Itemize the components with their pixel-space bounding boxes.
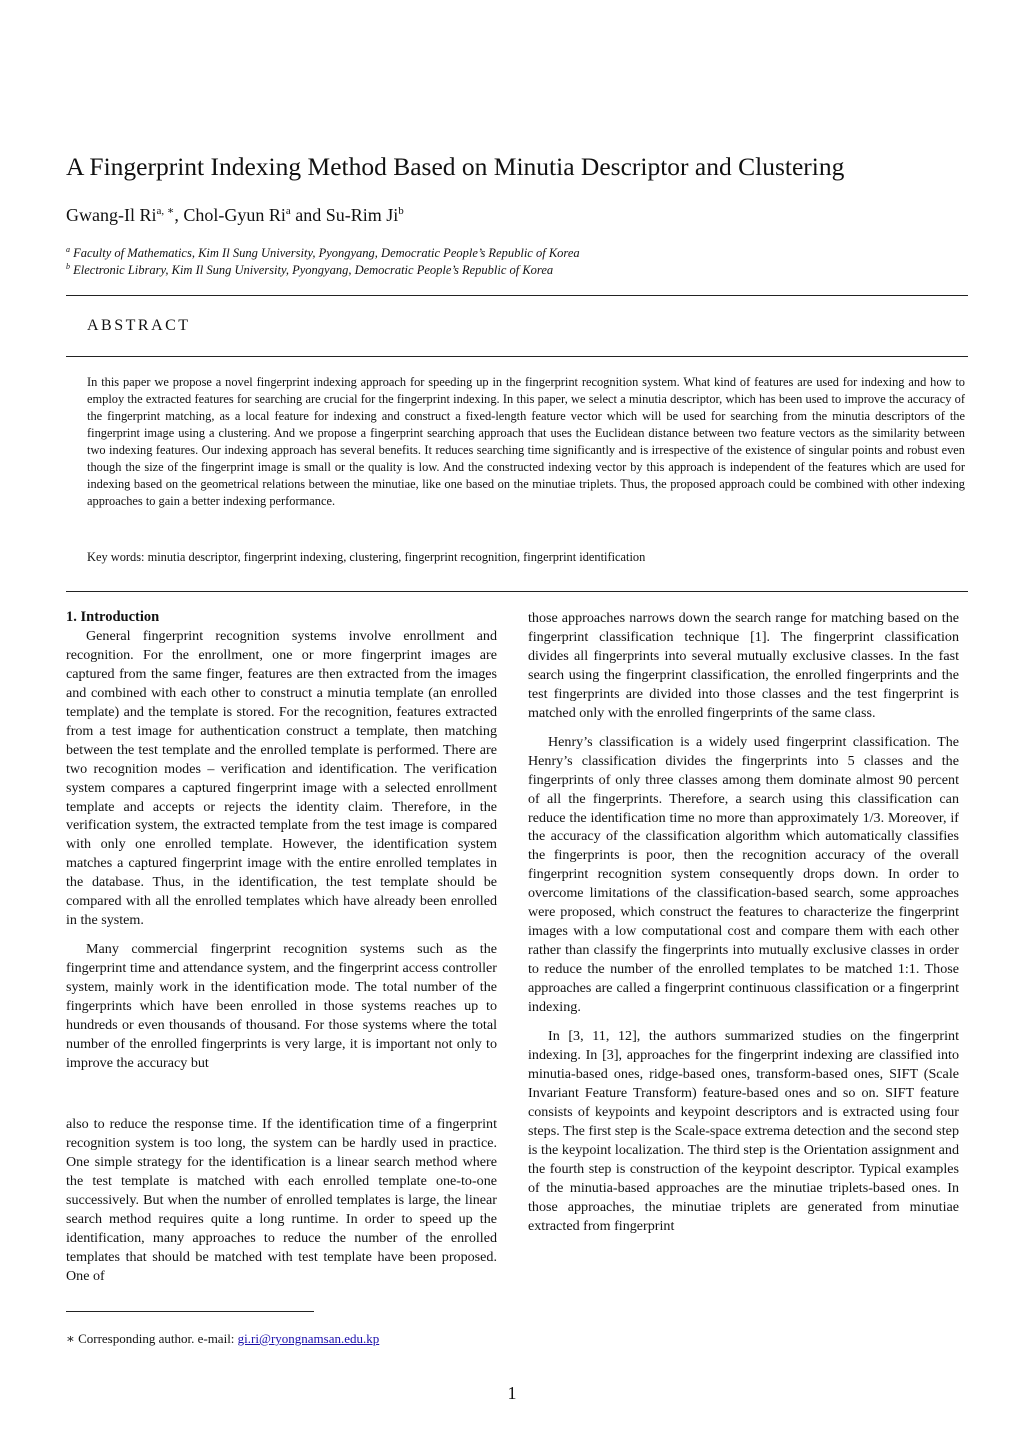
footnote-divider (66, 1311, 314, 1312)
author-affiliation-mark: a (285, 205, 291, 217)
left-column-bottom (66, 1115, 497, 1286)
affiliation-text: Electronic Library, Kim Il Sung University, Pyongyang, Democratic People’s Republic of Korea (73, 263, 554, 277)
affiliation-mark: a (66, 244, 70, 254)
divider (66, 295, 968, 296)
keywords: Key words: minutia descriptor, fingerprint indexing, clustering, fingerprint recognition, fingerprint identification (87, 550, 646, 564)
author-name: Chol-Gyun Ri (183, 205, 286, 225)
paragraph: also to reduce the response time. If the identification time of a fingerprint recognition system is too long, the system can be hardly used in practice. One simple strategy for the identification is a linear search method where the test template is matched with each enrolled template one-to-one successively. But when the number of enrolled templates is large, the linear search method requires quite a long runtime. In order to speed up the identification, many approaches to reduce the number of the enrolled templates that should be matched with test template have been proposed. One of (66, 1116, 497, 1284)
abstract-text: In this paper we propose a novel fingerprint indexing approach for speeding up in the fingerprint recognition system. What kind of features are used for indexing and how to employ the extracted features for searching are crucial for the fingerprint indexing. In this paper, we select a minutia descriptor, which has been used to improve the accuracy of the fingerprint matching, as a local feature for indexing and construct a fixed-length feature vector which will be used for searching from the minutia descriptors of the fingerprint image using a clustering. And we propose a fingerprint searching approach that uses the Euclidean distance between two feature vectors as the similarity between two indexing features. Our indexing approach has several benefits. It reduces searching time significantly and is irrespective of the existence of singular points and robust even though the size of the fingerprint image is small or the quality is low. And the constructed indexing vector by this approach is independent of the features which are used for indexing based on the geometrical relations between the minutiae, like one based on the minutiae triplets. Thus, the proposed approach could be combined with other indexing approaches to gain a better indexing performance. (87, 375, 965, 508)
paragraph: General fingerprint recognition systems involve enrollment and recognition. For the enrollment, one or more fingerprint images are captured from the same finger, features are then extracted from the images and combined with each other to construct a minutia template (an enrolled template) and the template is stored. For the recognition, features extracted from a test image for authentication construct a template, then matching between the test template and the enrolled template is performed. There are two recognition modes – verification and identification. The verification system compares a captured fingerprint image with a selected enrollment template and accepts or rejects the identity claim. Therefore, in the verification system, the extracted template from the test image is compared with only one enrolled template. However, the identification system matches a captured fingerprint image with the entire enrolled templates in the database. Thus, in the identification, the test template should be compared with all the enrolled templates which have already been enrolled in the system. (66, 627, 497, 929)
page-number: 1 (507, 1383, 517, 1403)
abstract-heading: ABSTRACT (87, 317, 191, 334)
right-column (528, 609, 959, 1236)
paper-title: A Fingerprint Indexing Method Based on Minutia Descriptor and Clustering (66, 152, 845, 181)
paragraph: those approaches narrows down the search range for matching based on the fingerprint classification technique [1]. The fingerprint classification divides all fingerprints into several mutually exclusive classes. In the fast search using the fingerprint classification, the enrolled fingerprints and the test fingerprints are divided into those classes and the test fingerprint is matched only with the enrolled fingerprints of the same class. (528, 610, 959, 721)
affiliation-text: Faculty of Mathematics, Kim Il Sung University, Pyongyang, Democratic People’s Republic of Korea (73, 246, 580, 260)
section-heading: 1. Introduction (66, 609, 160, 625)
divider (66, 591, 968, 592)
author-separator: , (174, 205, 184, 225)
author-name: Su-Rim Ji (325, 205, 399, 225)
author-list (66, 205, 404, 226)
email-link[interactable]: gi.ri@ryongnamsan.edu.kp (237, 1331, 380, 1346)
left-column (66, 608, 497, 1073)
paragraph: Henry’s classification is a widely used fingerprint classification. The Henry’s classification divides the fingerprints into 5 classes and the fingerprints of only three classes among them dominate almost 90 percent of all the fingerprints. Therefore, a search using this classification can reduce the identification time no more than approximately 1/3. Moreover, if the accuracy of the classification algorithm which automatically classifies the fingerprints is poor, then the recognition accuracy of the overall fingerprint recognition system consequently drops down. In order to overcome limitations of the classification-based search, some approaches were proposed, which construct the features to characterize the fingerprint images with a low computational cost and compare them with each other rather than classify the fingerprints into mutually exclusive classes in order to reduce the number of the enrolled templates to be matched 1:1. Those approaches are called a fingerprint continuous classification or a fingerprint indexing. (528, 733, 959, 1016)
affiliation (66, 263, 553, 278)
author-affiliation-mark: b (398, 205, 404, 217)
affiliation (66, 246, 580, 261)
paragraph: In [3, 11, 12], the authors summarized studies on the fingerprint indexing. In [3], approaches for the fingerprint indexing are classified into minutia-based ones, ridge-based ones, transform-based ones, SIFT (Scale Invariant Feature Transform) feature-based ones and so on. SIFT feature consists of keypoints and keypoint descriptors and is extracted using four steps. The first step is the Scale-space extrema detection and the second step is the keypoint localization. The third step is the Orientation assignment and the fourth step is construction of the keypoint descriptor. Typical examples of the minutia-based approaches are the minutiae triplets-based ones. In those approaches, the minutiae triplets are generated from minutiae extracted from fingerprint (528, 1028, 959, 1234)
divider (66, 356, 968, 357)
paragraph: Many commercial fingerprint recognition systems such as the fingerprint time and attendance system, and the fingerprint access controller system, mainly work in the identification mode. The total number of the fingerprints which have been enrolled in those systems reaches up to hundreds or even thousands of thousand. For those systems where the total number of the enrolled fingerprints is very large, it is important not only to improve the accuracy but (66, 941, 497, 1071)
footnote (66, 1331, 379, 1347)
author-separator: and (290, 205, 326, 225)
affiliation-mark: b (66, 261, 70, 271)
author-name: Gwang-Il Ri (66, 205, 157, 225)
author-affiliation-mark: a, ∗ (156, 205, 175, 217)
footnote-label: ∗ Corresponding author. e-mail: (66, 1331, 238, 1346)
